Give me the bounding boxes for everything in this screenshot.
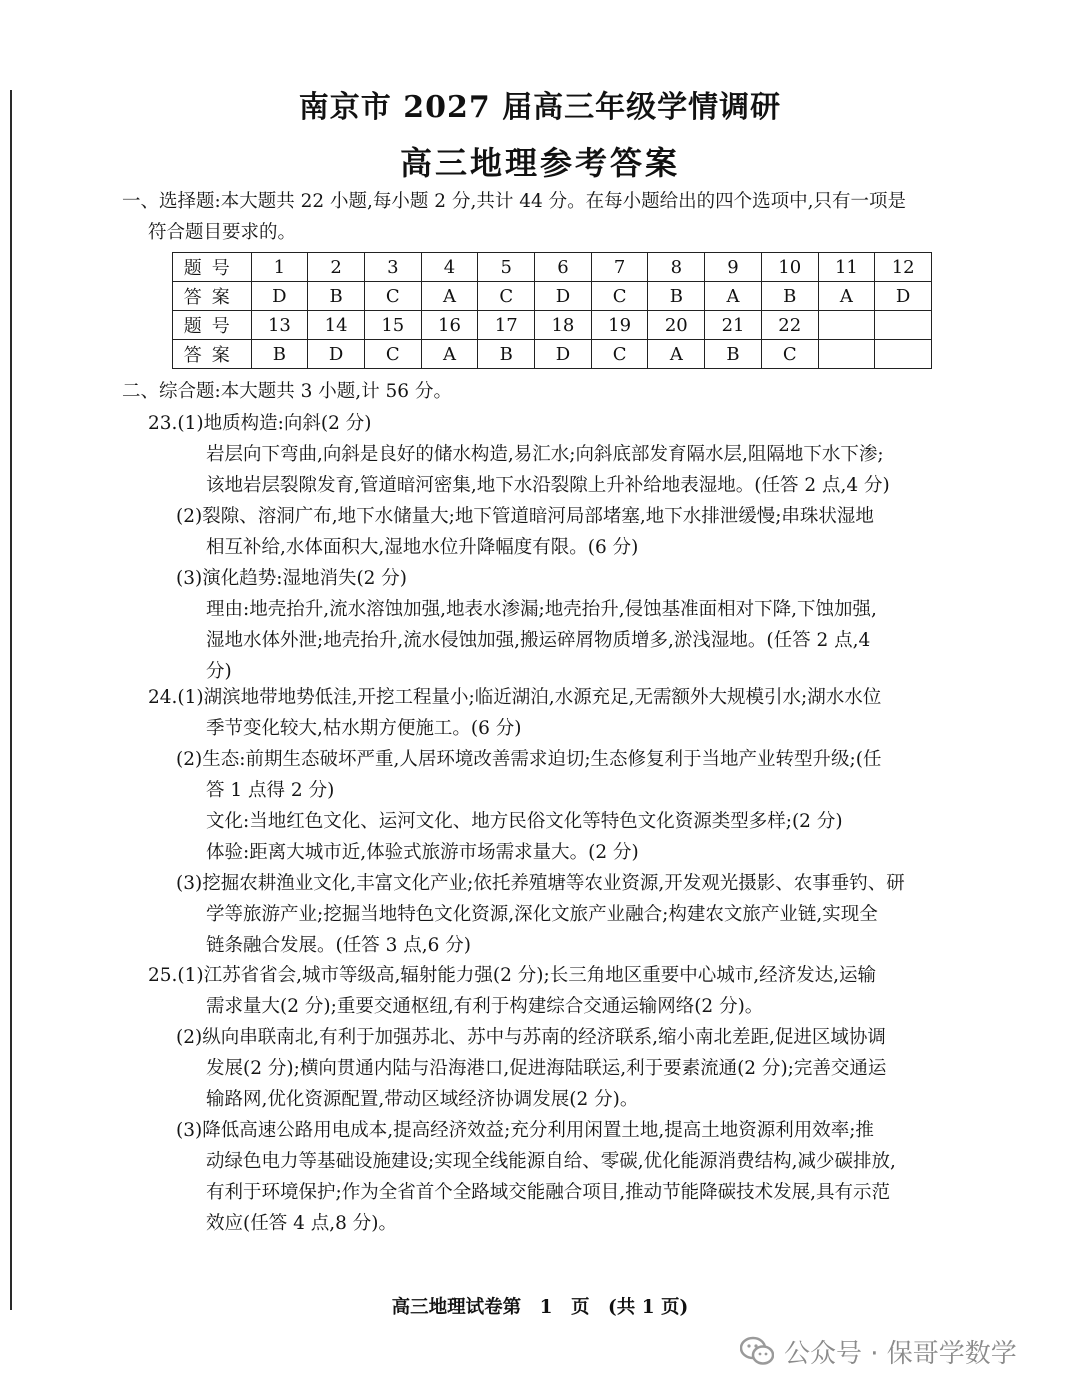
table-cell: 15 — [364, 311, 421, 340]
table-cell: 11 — [818, 253, 875, 282]
table-cell: D — [535, 282, 592, 311]
table-cell: C — [591, 340, 648, 369]
table-cell: 2 — [308, 253, 365, 282]
table-cell: C — [478, 282, 535, 311]
table-cell: A — [421, 340, 478, 369]
table-header-cell: 题号 — [173, 253, 252, 282]
table-cell: 20 — [648, 311, 705, 340]
table-row — [173, 282, 932, 311]
page-footer: 高三地理试卷第 1 页 (共 1 页) — [391, 1297, 689, 1318]
table-cell: C — [761, 340, 818, 369]
table-cell: B — [705, 340, 762, 369]
table-header-cell: 答案 — [173, 282, 252, 311]
table-cell: 5 — [478, 253, 535, 282]
page-edge-line — [10, 90, 12, 1310]
table-row — [173, 311, 932, 340]
question-23: 23.(1)地质构造:向斜(2 分) 岩层向下弯曲,向斜是良好的储水构造,易汇水;向斜底部发育隔水层,阻隔地下水下渗; 该地岩层裂隙发育,管道暗河密集,地下水沿裂隙上升补给地表湿地。(任答 2 点,4 分) (2)裂隙、溶洞广布,地下水储量大;地下管道暗河局部堵塞,地下水排泄缓慢;串珠状湿地 相互补给,水体面积大,湿地水位升降幅度有限。(6 分) (3)演化趋势:湿地消失(2 分) 理由:地壳抬升,流水溶蚀加强,地表水渗漏;地壳抬升,侵蚀基准面相对下降,下蚀加强, 湿地水体外泄;地壳抬升,流水侵蚀加强,搬运碎屑物质增多,淤浅湿地。(任答 2 点,4 分) — [148, 413, 890, 682]
table-cell: B — [648, 282, 705, 311]
document-title: 南京市 2027 届高三年级学情调研 — [298, 90, 782, 125]
table-cell: 14 — [308, 311, 365, 340]
wechat-icon — [740, 1336, 774, 1366]
table-cell: C — [364, 340, 421, 369]
table-cell: C — [364, 282, 421, 311]
table-cell: 1 — [251, 253, 308, 282]
table-cell: 9 — [705, 253, 762, 282]
table-cell: A — [818, 282, 875, 311]
table-cell: 8 — [648, 253, 705, 282]
table-cell: 13 — [251, 311, 308, 340]
table-cell — [818, 311, 875, 340]
table-cell: 18 — [535, 311, 592, 340]
table-header-cell: 答案 — [173, 340, 252, 369]
table-cell — [875, 311, 932, 340]
table-row — [173, 253, 932, 282]
table-row — [173, 340, 932, 369]
table-cell: D — [535, 340, 592, 369]
table-cell: B — [478, 340, 535, 369]
table-cell: 7 — [591, 253, 648, 282]
table-cell: A — [421, 282, 478, 311]
question-24: 24.(1)湖滨地带地势低洼,开挖工程量小;临近湖泊,水源充足,无需额外大规模引水;湖水水位 季节变化较大,枯水期方便施工。(6 分) (2)生态:前期生态破坏严重,人居环境改善需求迫切;生态修复利于当地产业转型升级;(任 答 1 点得 2 分) 文化:当地红色文化、运河文化、地方民俗文化等特色文化资源类型多样;(2 分) 体验:距离大城市近,体验式旅游市场需求量大。(2 分) (3)挖掘农耕渔业文化,丰富文化产业;依托养殖塘等农业资源,开发观光摄影、农事垂钓、研 学等旅游产业;挖掘当地特色文化资源,深化文旅产业融合;构建农文旅产业链,实现全 链条融合发展。(任答 3 点,6 分) — [148, 687, 905, 956]
answer-table — [172, 252, 932, 369]
table-cell: 3 — [364, 253, 421, 282]
table-cell: 12 — [875, 253, 932, 282]
document-subtitle: 高三地理参考答案 — [399, 144, 680, 182]
question-25: 25.(1)江苏省省会,城市等级高,辐射能力强(2 分);长三角地区重要中心城市,经济发达,运输 需求量大(2 分);重要交通枢纽,有利于构建综合交通运输网络(2 分)。 (2)纵向串联南北,有利于加强苏北、苏中与苏南的经济联系,缩小南北差距,促进区域协调 发展(2 分);横向贯通内陆与沿海港口,促进海陆联运,利于要素流通(2 分);完善交通运 输路网,优化资源配置,带动区域经济协调发展(2 分)。 (3)降低高速公路用电成本,提高经济效益;充分利用闲置土地,提高土地资源利用效率;推 动绿色电力等基础设施建设;实现全线能源自给、零碳,优化能源消费结构,减少碳排放, 有利于环境保护;作为全省首个全路域交能融合项目,推动节能降碳技术发展,具有示范 效应(任答 4 点,8 分)。 — [148, 965, 896, 1234]
table-cell: 21 — [705, 311, 762, 340]
table-cell: 10 — [761, 253, 818, 282]
table-header-cell: 题号 — [173, 311, 252, 340]
table-cell: B — [308, 282, 365, 311]
watermark-text: 公众号 · 保哥学数学 — [784, 1338, 1017, 1369]
table-cell: A — [705, 282, 762, 311]
table-cell: D — [251, 282, 308, 311]
table-cell: 22 — [761, 311, 818, 340]
watermark — [740, 1330, 1017, 1372]
table-cell: 4 — [421, 253, 478, 282]
table-cell: 19 — [591, 311, 648, 340]
table-cell: 16 — [421, 311, 478, 340]
table-cell — [818, 340, 875, 369]
table-cell: D — [875, 282, 932, 311]
section2-heading: 二、综合题:本大题共 3 小题,计 56 分。 — [122, 381, 452, 402]
table-cell: A — [648, 340, 705, 369]
section1-instructions: 一、选择题:本大题共 22 小题,每小题 2 分,共计 44 分。在每小题给出的四个选项中,只有一项是 符合题目要求的。 — [122, 191, 907, 243]
table-cell — [875, 340, 932, 369]
table-cell: 17 — [478, 311, 535, 340]
table-cell: C — [591, 282, 648, 311]
table-cell: B — [761, 282, 818, 311]
table-cell: 6 — [535, 253, 592, 282]
table-cell: B — [251, 340, 308, 369]
table-cell: D — [308, 340, 365, 369]
